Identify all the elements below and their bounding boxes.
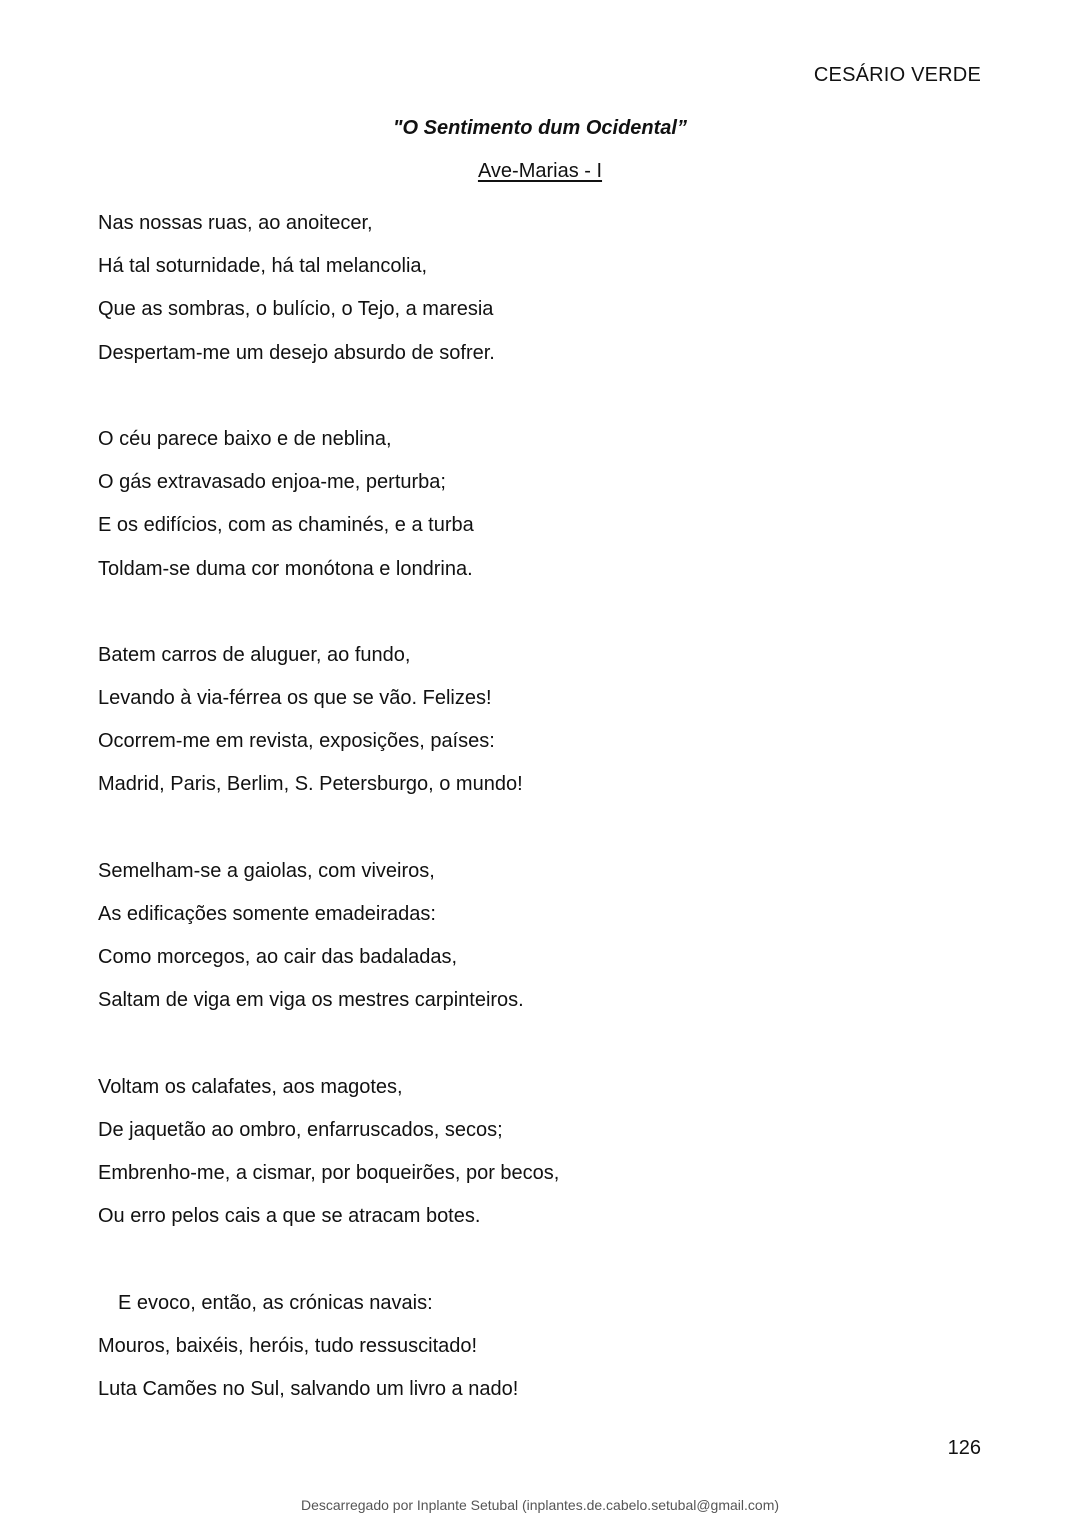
header-author: CESÁRIO VERDE (813, 64, 981, 86)
poem-line: Madrid, Paris, Berlim, S. Petersburgo, o mundo! (98, 773, 523, 796)
download-footer: Descarregado por Inplante Setubal (inplantes.de.cabelo.setubal@gmail.com) (300, 1497, 780, 1513)
stanza (98, 1066, 978, 1239)
stanza (98, 418, 978, 591)
poem-line: Luta Camões no Sul, salvando um livro a nado! (98, 1378, 519, 1401)
poem-line: Ocorrem-me em revista, exposições, países: (98, 730, 495, 753)
poem-line: Como morcegos, ao cair das badaladas, (98, 946, 458, 969)
stanza (98, 634, 978, 807)
stanza (98, 1282, 978, 1412)
poem-line: Semelham-se a gaiolas, com viveiros, (98, 859, 435, 882)
poem-line: De jaquetão ao ombro, enfarruscados, secos; (98, 1118, 503, 1141)
poem-line: E os edifícios, com as chaminés, e a turba (98, 514, 474, 537)
stanza (98, 202, 978, 375)
poem-line: As edificações somente emadeiradas: (98, 903, 436, 925)
section-title: Ave-Marias - I (477, 160, 603, 182)
poem-line: O gás extravasado enjoa-me, perturba; (98, 471, 446, 494)
poem-line: Ou erro pelos cais a que se atracam botes. (98, 1205, 481, 1228)
poem-line: Que as sombras, o bulício, o Tejo, a maresia (98, 298, 494, 321)
poem-line: Nas nossas ruas, ao anoitecer, (98, 212, 373, 234)
poem-line: Despertam-me um desejo absurdo de sofrer. (98, 341, 495, 364)
stanza (98, 850, 978, 1023)
poem-line: O céu parece baixo e de neblina, (98, 427, 392, 450)
poem-line: Voltam os calafates, aos magotes, (98, 1075, 403, 1098)
page-number: 126 (947, 1437, 981, 1459)
poem-line: Levando à via-férrea os que se vão. Felizes! (98, 687, 492, 710)
poem-line: Embrenho-me, a cismar, por boqueirões, por becos, (98, 1162, 560, 1185)
poem-line: Toldam-se duma cor monótona e londrina. (98, 557, 473, 580)
poem-line: Batem carros de aluguer, ao fundo, (98, 643, 411, 666)
poem-body (98, 202, 978, 1454)
poem-line: E evoco, então, as crónicas navais: (118, 1291, 433, 1314)
poem-title: "O Sentimento dum Ocidental” (393, 117, 687, 139)
poem-line: Há tal soturnidade, há tal melancolia, (98, 255, 428, 278)
poem-line: Saltam de viga em viga os mestres carpinteiros. (98, 989, 524, 1012)
poem-line: Mouros, baixéis, heróis, tudo ressuscitado! (98, 1334, 478, 1357)
